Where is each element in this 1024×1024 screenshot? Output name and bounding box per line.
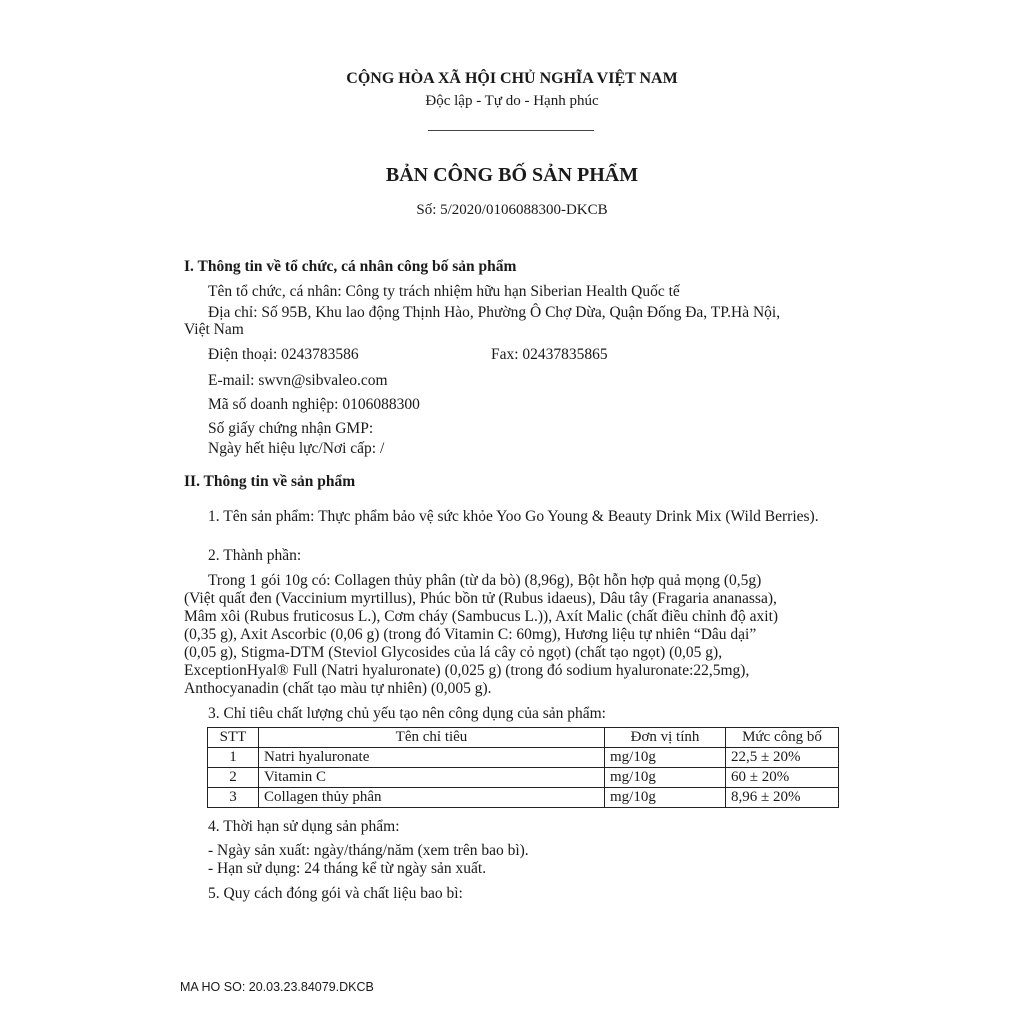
ingredients-line: Mâm xôi (Rubus fruticosus L.), Cơm cháy (Sambucus L.)), Axít Malic (chất điều chỉnh độ axit) — [184, 608, 779, 625]
table-header-row — [208, 728, 839, 748]
table-cell: 2 — [208, 768, 259, 788]
quality-table — [207, 727, 839, 808]
address-line2: Việt Nam — [184, 321, 244, 338]
org-name: Tên tổ chức, cá nhân: Công ty trách nhiệm hữu hạn Siberian Health Quốc tế — [208, 283, 680, 300]
table-cell: Vitamin C — [259, 768, 605, 788]
table-row — [208, 748, 839, 768]
gmp-number: Số giấy chứng nhận GMP: — [208, 420, 374, 437]
section2-heading: II. Thông tin về sản phẩm — [184, 473, 356, 490]
divider — [428, 130, 594, 131]
document-title: BẢN CÔNG BỐ SẢN PHẨM — [385, 164, 639, 186]
motto: Độc lập - Tự do - Hạnh phúc — [425, 93, 599, 109]
ingredients-line: Anthocyanadin (chất tạo màu tự nhiên) (0,005 g). — [184, 680, 492, 697]
table-row — [208, 768, 839, 788]
ingredients-line: (0,35 g), Axit Ascorbic (0,06 g) (trong đó Vitamin C: 60mg), Hương liệu tự nhiên “Dâu dại” — [184, 626, 757, 643]
phone: Điện thoại: 0243783586 — [208, 346, 359, 363]
table-cell: mg/10g — [605, 748, 726, 768]
table-row — [208, 788, 839, 808]
table-cell: Collagen thủy phân — [259, 788, 605, 808]
table-cell: 8,96 ± 20% — [726, 788, 839, 808]
tax-code: Mã số doanh nghiệp: 0106088300 — [208, 396, 420, 413]
ingredients-line: ExceptionHyal® Full (Natri hyaluronate) (0,025 g) (trong đó sodium hyaluronate:22,5mg), — [184, 662, 750, 679]
ingredients-heading: 2. Thành phần: — [208, 547, 302, 564]
table-cell: mg/10g — [605, 768, 726, 788]
table-cell: 22,5 ± 20% — [726, 748, 839, 768]
ingredients-line: (0,05 g), Stigma-DTM (Steviol Glycosides của lá cây cỏ ngọt) (chất tạo ngọt) (0,05 g), — [184, 644, 723, 661]
table-header: Đơn vị tính — [605, 728, 726, 748]
fax: Fax: 02437835865 — [491, 346, 608, 363]
table-cell: 1 — [208, 748, 259, 768]
shelf-life-heading: 4. Thời hạn sử dụng sản phẩm: — [208, 818, 400, 835]
ingredients-line: Trong 1 gói 10g có: Collagen thủy phân (từ da bò) (8,96g), Bột hỗn hợp quả mọng (0,5g) — [208, 572, 762, 589]
address-line1: Địa chỉ: Số 95B, Khu lao động Thịnh Hào, Phường Ô Chợ Dừa, Quận Đống Đa, TP.Hà Nội, — [208, 304, 781, 321]
email: E-mail: swvn@sibvaleo.com — [208, 372, 388, 389]
expiry-date: - Hạn sử dụng: 24 tháng kể từ ngày sản xuất. — [208, 860, 487, 877]
ingredients-line: (Việt quất đen (Vaccinium myrtillus), Phúc bồn tử (Rubus idaeus), Dâu tây (Fragaria ananassa), — [184, 590, 777, 607]
manufacture-date: - Ngày sản xuất: ngày/tháng/năm (xem trên bao bì). — [208, 842, 529, 859]
country-header: CỘNG HÒA XÃ HỘI CHỦ NGHĨA VIỆT NAM — [346, 70, 678, 87]
table-cell: 60 ± 20% — [726, 768, 839, 788]
table-header: Mức công bố — [726, 728, 839, 748]
table-header: Tên chỉ tiêu — [259, 728, 605, 748]
document-number: Số: 5/2020/0106088300-DKCB — [416, 202, 608, 218]
file-code-footer: MA HO SO: 20.03.23.84079.DKCB — [180, 980, 374, 994]
table-cell: Natri hyaluronate — [259, 748, 605, 768]
product-name: 1. Tên sản phẩm: Thực phẩm bảo vệ sức khỏe Yoo Go Young & Beauty Drink Mix (Wild Berries). — [208, 508, 819, 525]
section1-heading: I. Thông tin về tổ chức, cá nhân công bố sản phẩm — [184, 258, 517, 275]
table-cell: mg/10g — [605, 788, 726, 808]
gmp-expiry: Ngày hết hiệu lực/Nơi cấp: / — [208, 440, 385, 457]
packaging-heading: 5. Quy cách đóng gói và chất liệu bao bì: — [208, 885, 463, 902]
table-header: STT — [208, 728, 259, 748]
quality-heading: 3. Chỉ tiêu chất lượng chủ yếu tạo nên công dụng của sản phẩm: — [208, 705, 606, 722]
ingredients-paragraph — [184, 572, 844, 698]
table-cell: 3 — [208, 788, 259, 808]
